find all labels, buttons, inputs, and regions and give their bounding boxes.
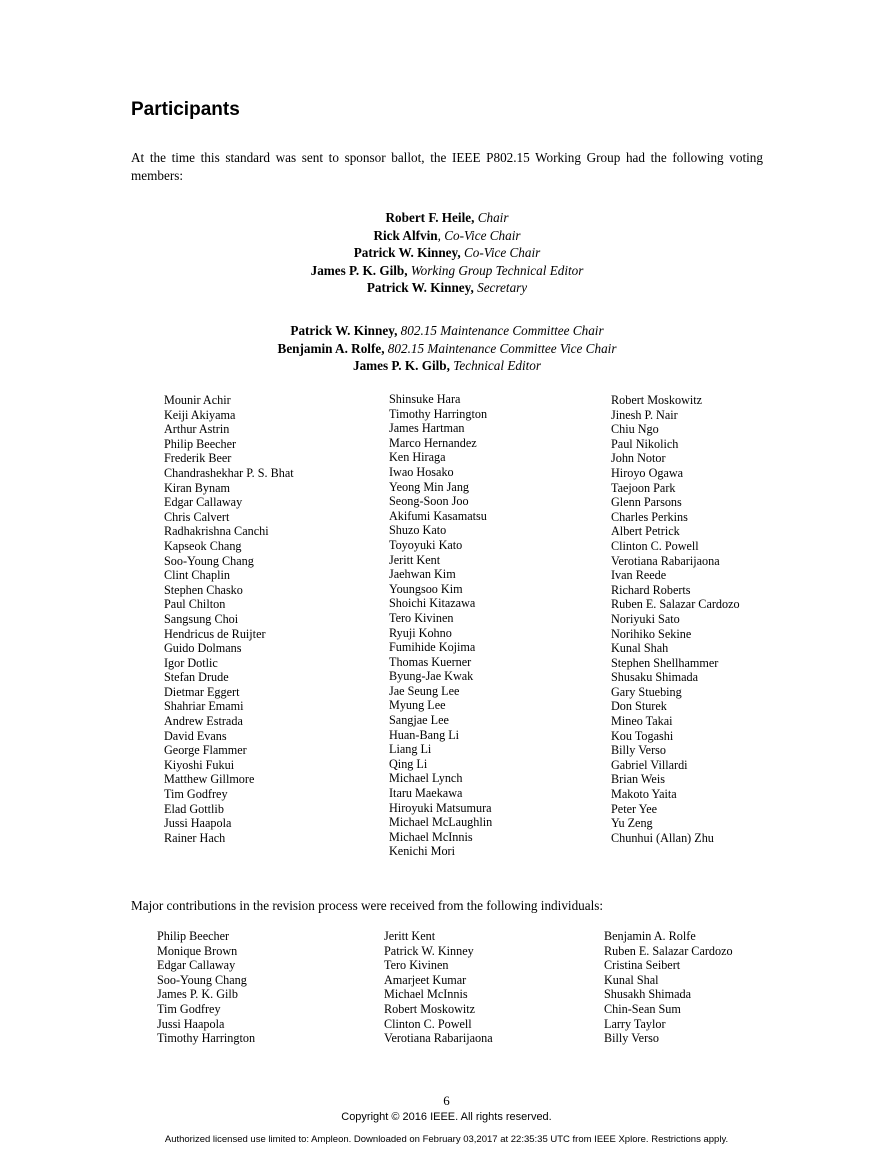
name-list-item: Michael McInnis [384, 987, 468, 1002]
name-list-item: Soo-Young Chang [157, 972, 247, 987]
license-notice: Authorized licensed use limited to: Ampleon. Downloaded on February 03,2017 at 22:35:35 UTC from IEEE Xplore. Restrictions apply. [164, 1134, 729, 1145]
officer-role: Working Group Technical Editor [410, 262, 584, 278]
officer-role: , Co-Vice Chair [437, 227, 521, 243]
officer-name: Patrick W. Kinney, [290, 323, 398, 338]
name-list-item: Kiyoshi Fukui [164, 757, 235, 772]
name-list-item: Richard Roberts [611, 582, 691, 597]
name-list-item: Kiran Bynam [164, 480, 231, 495]
name-list-item: Fumihide Kojima [389, 640, 476, 655]
name-list-item: Keiji Akiyama [164, 407, 236, 422]
name-list-item: Toyoyuki Kato [389, 537, 463, 552]
name-list-item: Elad Gottlib [164, 801, 224, 816]
officers-group-2 [131, 322, 763, 375]
officer-row [131, 227, 763, 245]
name-list-item: Byung-Jae Kwak [389, 669, 474, 684]
name-list-item: Matthew Gillmore [164, 772, 255, 787]
officer-name: Patrick W. Kinney, [366, 280, 474, 296]
name-list-item: Clinton C. Powell [611, 538, 699, 553]
name-list-item: David Evans [164, 728, 227, 743]
name-list-item: Hiroyo Ogawa [611, 465, 684, 480]
name-list-item: Amarjeet Kumar [384, 972, 467, 987]
name-list-item: Michael Lynch [389, 771, 463, 786]
officer-row [131, 244, 763, 262]
name-list-item: Ruben E. Salazar Cardozo [604, 943, 733, 958]
name-list-item: Huan-Bang Li [389, 727, 460, 742]
name-list-item: Yeong Min Jang [389, 479, 470, 494]
name-list-item: Jussi Haapola [157, 1016, 225, 1031]
name-list-item: Hendricus de Ruijter [164, 626, 266, 641]
name-list-item: Patrick W. Kinney [384, 943, 474, 958]
officer-role: Secretary [477, 280, 528, 296]
name-list-item: Hiroyuki Matsumura [389, 800, 492, 815]
contributors-column-1 [157, 929, 255, 1046]
name-list-item: Thomas Kuerner [389, 654, 472, 669]
name-list-item: Makoto Yaita [611, 787, 677, 802]
name-list-item: Verotiana Rabarijaona [384, 1031, 493, 1046]
officer-name: Robert F. Heile, [385, 210, 475, 225]
name-list-item: James Hartman [389, 421, 465, 436]
name-list-item: Tim Godfrey [157, 1001, 221, 1016]
contributors-column-2 [384, 929, 493, 1046]
name-list-item: Kou Togashi [611, 728, 674, 743]
name-list-item: Yu Zeng [611, 816, 653, 831]
name-list-item: Clinton C. Powell [384, 1016, 472, 1031]
name-list-item: Mounir Achir [164, 393, 231, 407]
name-list-item: James P. K. Gilb [157, 987, 238, 1002]
name-list-item: Chiu Ngo [611, 422, 659, 437]
name-list-item: Ken Hiraga [389, 450, 446, 465]
name-list-item: Michael McLaughlin [389, 815, 493, 830]
name-list-item: Soo-Young Chang [164, 553, 254, 568]
name-list-item: Cristina Seibert [604, 958, 681, 973]
officer-role: Co-Vice Chair [463, 245, 541, 261]
name-list-item: Ruben E. Salazar Cardozo [611, 597, 740, 612]
name-list-item: Philip Beecher [164, 436, 237, 451]
name-list-item: Shusakh Shimada [604, 987, 692, 1002]
officer-row [131, 262, 763, 280]
name-list-item: Larry Taylor [604, 1016, 666, 1031]
name-list-item: Guido Dolmans [164, 641, 242, 656]
name-list-item: Arthur Astrin [164, 422, 230, 437]
officer-row [131, 279, 763, 297]
name-list-item: Myung Lee [389, 698, 446, 713]
page-number: 6 [443, 1093, 450, 1108]
name-list-item: Frederik Beer [164, 451, 232, 466]
name-list-item: Dietmar Eggert [164, 684, 240, 699]
officer-row [131, 209, 763, 227]
name-list-item: Jinesh P. Nair [611, 407, 678, 422]
name-list-item: Liang Li [389, 742, 432, 757]
name-list-item: Marco Hernandez [389, 435, 477, 450]
intro-paragraph: At the time this standard was sent to sponsor ballot, the IEEE P802.15 Working Group had the following voting members: [131, 150, 763, 183]
name-list-item: Chin-Sean Sum [604, 1001, 681, 1016]
name-list-item: Youngsoo Kim [389, 581, 463, 596]
name-list-item: Stefan Drude [164, 670, 229, 685]
name-list-item: Radhakrishna Canchi [164, 524, 269, 539]
name-list-item: Taejoon Park [611, 480, 676, 495]
name-list-item: Stephen Shellhammer [611, 655, 719, 670]
name-list-item: Jaehwan Kim [389, 567, 456, 582]
name-list-item: Kenichi Mori [389, 844, 456, 859]
name-list-item: Benjamin A. Rolfe [604, 929, 696, 943]
name-list-item: Billy Verso [604, 1031, 659, 1046]
name-list-item: Ryuji Kohno [389, 625, 452, 640]
name-list-item: Gabriel Villardi [611, 757, 688, 772]
name-list-item: Ivan Reede [611, 568, 667, 583]
officer-role: 802.15 Maintenance Committee Vice Chair [387, 340, 617, 356]
name-list-item: George Flammer [164, 743, 247, 758]
page-title: Participants [131, 99, 240, 120]
name-list-item: Billy Verso [611, 743, 666, 758]
name-list-item: Tim Godfrey [164, 787, 228, 802]
name-list-item: Edgar Callaway [157, 958, 236, 973]
officer-row [131, 357, 763, 375]
name-list-item: Shahriar Emami [164, 699, 244, 714]
officer-name: Patrick W. Kinney, [353, 245, 461, 261]
name-list-item: Robert Moskowitz [384, 1001, 476, 1016]
name-list-item: Shoichi Kitazawa [389, 596, 476, 611]
name-list-item: Albert Petrick [611, 524, 680, 539]
copyright-notice: Copyright © 2016 IEEE. All rights reserved. [341, 1111, 552, 1123]
name-list-item: Mineo Takai [611, 714, 673, 729]
name-list-item: Michael McInnis [389, 829, 473, 844]
name-list-item: Jeritt Kent [389, 552, 441, 567]
name-list-item: Igor Dotlic [164, 655, 218, 670]
name-list-item: Monique Brown [157, 943, 238, 958]
name-list-item: John Notor [611, 451, 666, 466]
name-list-item: Stephen Chasko [164, 582, 243, 597]
name-list-item: Timothy Harrington [389, 406, 488, 421]
name-list-item: Glenn Parsons [611, 495, 682, 510]
name-list-item: Sangsung Choi [164, 611, 239, 626]
name-list-item: Iwao Hosako [389, 464, 454, 479]
name-list-item: Shuzo Kato [389, 523, 447, 538]
members-column-3 [611, 393, 740, 845]
name-list-item: Chunhui (Allan) Zhu [611, 830, 714, 845]
name-list-item: Jae Seung Lee [389, 683, 460, 698]
name-list-item: Robert Moskowitz [611, 393, 703, 407]
name-list-item: Brian Weis [611, 772, 665, 787]
name-list-item: Norihiko Sekine [611, 626, 692, 641]
officer-name: James P. K. Gilb, [352, 358, 450, 374]
name-list-item: Kunal Shah [611, 641, 669, 656]
name-list-item: Edgar Callaway [164, 495, 243, 510]
name-list-item: Paul Nikolich [611, 436, 679, 451]
name-list-item: Jeritt Kent [384, 929, 436, 943]
name-list-item: Kapseok Chang [164, 538, 242, 553]
name-list-item: Sangjae Lee [389, 713, 449, 728]
name-list-item: Qing Li [389, 756, 428, 771]
officer-row [131, 322, 763, 340]
officer-role: 802.15 Maintenance Committee Chair [400, 323, 604, 338]
name-list-item: Chandrashekhar P. S. Bhat [164, 465, 294, 480]
name-list-item: Tero Kivinen [384, 958, 449, 973]
officers-group-1 [131, 209, 763, 297]
name-list-item: Timothy Harrington [157, 1031, 256, 1046]
name-list-item: Paul Chilton [164, 597, 226, 612]
name-list-item: Jussi Haapola [164, 816, 232, 831]
name-list-item: Kunal Shal [604, 972, 659, 987]
officer-name: Rick Alfvin [373, 227, 438, 243]
name-list-item: Gary Stuebing [611, 684, 682, 699]
name-list-item: Don Sturek [611, 699, 667, 714]
officer-name: James P. K. Gilb, [310, 262, 408, 278]
name-list-item: Itaru Maekawa [389, 786, 463, 801]
name-list-item: Clint Chaplin [164, 568, 231, 583]
name-list-item: Noriyuki Sato [611, 611, 680, 626]
name-list-item: Akifumi Kasamatsu [389, 508, 487, 523]
members-column-1 [164, 393, 294, 845]
name-list-item: Shusaku Shimada [611, 670, 699, 685]
officer-name: Benjamin A. Rolfe, [277, 340, 385, 356]
name-list-item: Shinsuke Hara [389, 392, 461, 406]
name-list-item: Seong-Soon Joo [389, 494, 469, 509]
name-list-item: Charles Perkins [611, 509, 688, 524]
name-list-item: Philip Beecher [157, 929, 230, 943]
name-list-item: Andrew Estrada [164, 714, 243, 729]
name-list-item: Peter Yee [611, 801, 658, 816]
name-list-item: Verotiana Rabarijaona [611, 553, 720, 568]
name-list-item: Chris Calvert [164, 509, 230, 524]
members-column-2 [389, 392, 492, 859]
officer-role: Technical Editor [453, 358, 542, 374]
officer-role: Chair [477, 210, 509, 225]
contributors-column-3 [604, 929, 733, 1046]
name-list-item: Rainer Hach [164, 830, 226, 845]
name-list-item: Tero Kivinen [389, 610, 454, 625]
contributions-paragraph: Major contributions in the revision process were received from the following individuals: [131, 898, 604, 913]
officer-row [131, 340, 763, 358]
